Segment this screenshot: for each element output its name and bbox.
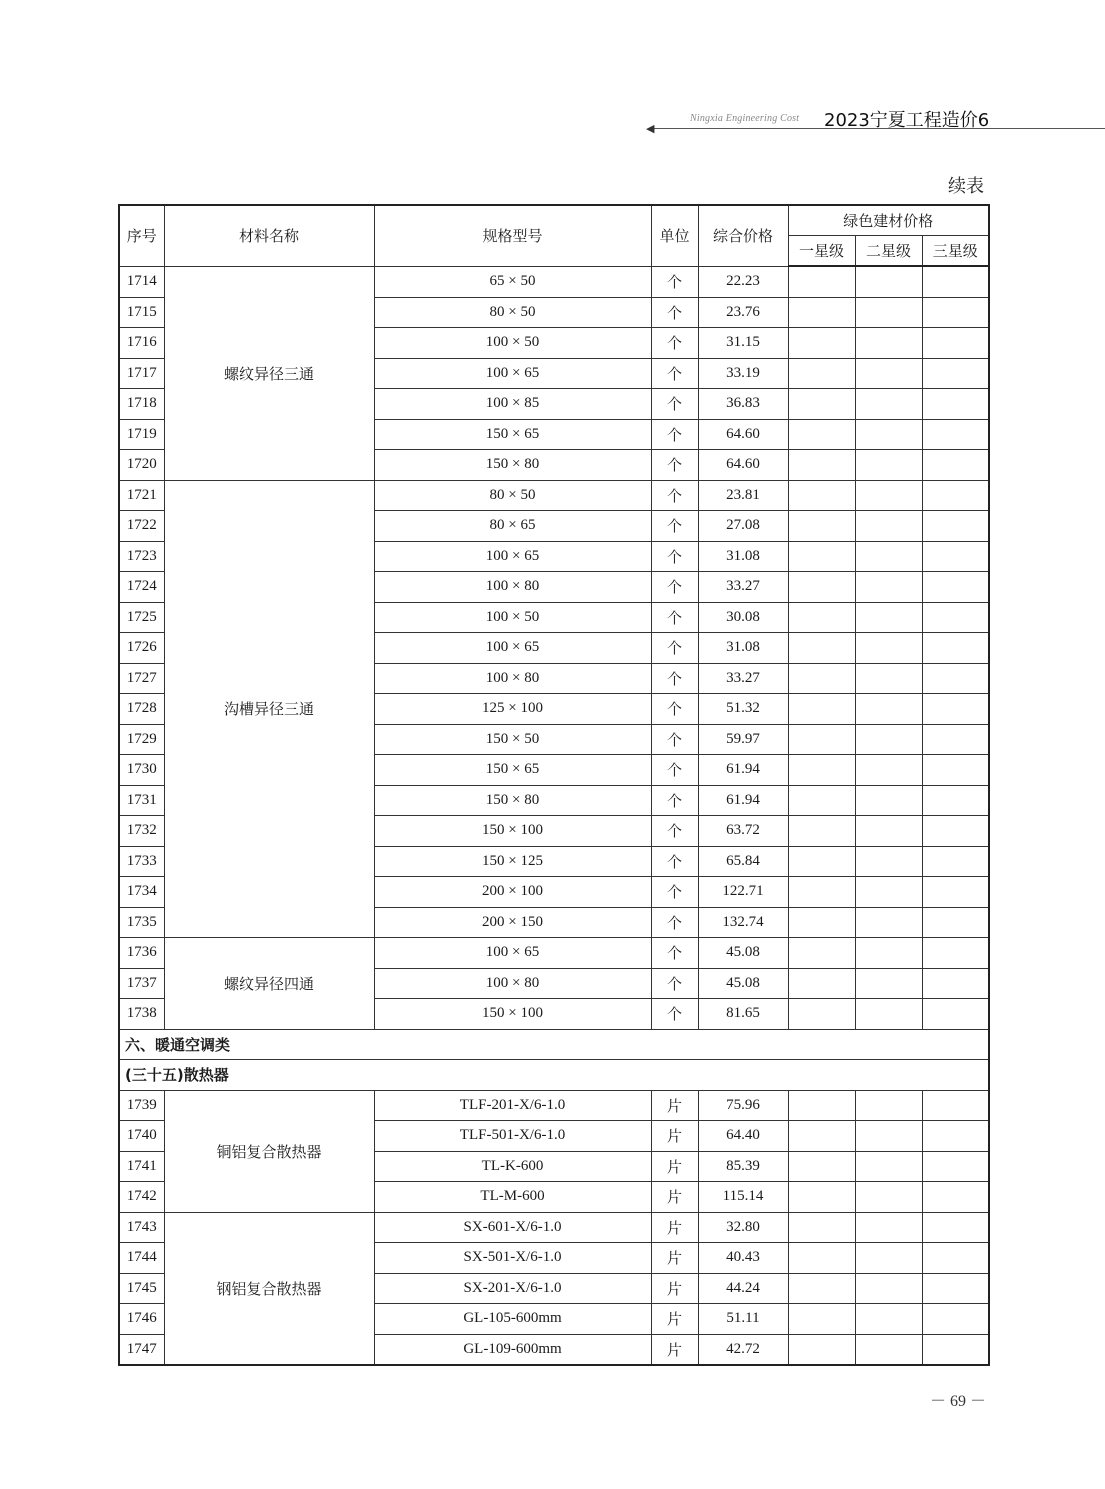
cell-spec: 150 × 80 bbox=[374, 450, 651, 481]
cell-three-star bbox=[922, 724, 989, 755]
cell-price: 33.27 bbox=[698, 572, 788, 603]
cell-two-star bbox=[855, 1304, 922, 1335]
cell-one-star bbox=[788, 877, 855, 908]
cell-unit: 个 bbox=[651, 480, 698, 511]
cell-one-star bbox=[788, 907, 855, 938]
cell-price: 30.08 bbox=[698, 602, 788, 633]
cell-price: 33.19 bbox=[698, 358, 788, 389]
cell-one-star bbox=[788, 663, 855, 694]
header-price: 综合价格 bbox=[698, 205, 788, 266]
header-spec: 规格型号 bbox=[374, 205, 651, 266]
cell-unit: 片 bbox=[651, 1151, 698, 1182]
header-green-price: 绿色建材价格 bbox=[788, 205, 989, 236]
header-publication-title: 2023宁夏工程造价6 bbox=[824, 110, 990, 131]
cell-unit: 个 bbox=[651, 785, 698, 816]
cell-seq: 1730 bbox=[119, 755, 164, 786]
header-one-star: 一星级 bbox=[788, 236, 855, 267]
cell-seq: 1732 bbox=[119, 816, 164, 847]
page-number: － 69 － bbox=[930, 1393, 987, 1410]
cell-three-star bbox=[922, 816, 989, 847]
cell-seq: 1729 bbox=[119, 724, 164, 755]
cell-one-star bbox=[788, 816, 855, 847]
cell-three-star bbox=[922, 1182, 989, 1213]
cell-three-star bbox=[922, 907, 989, 938]
cell-unit: 片 bbox=[651, 1243, 698, 1274]
cell-three-star bbox=[922, 633, 989, 664]
cell-three-star bbox=[922, 1304, 989, 1335]
cell-two-star bbox=[855, 572, 922, 603]
cell-unit: 个 bbox=[651, 572, 698, 603]
cell-unit: 个 bbox=[651, 968, 698, 999]
cell-price: 132.74 bbox=[698, 907, 788, 938]
cell-seq: 1733 bbox=[119, 846, 164, 877]
cell-seq: 1723 bbox=[119, 541, 164, 572]
cell-spec: 150 × 100 bbox=[374, 999, 651, 1030]
cell-unit: 个 bbox=[651, 877, 698, 908]
cell-one-star bbox=[788, 602, 855, 633]
cell-price: 64.40 bbox=[698, 1121, 788, 1152]
cell-unit: 个 bbox=[651, 511, 698, 542]
cell-spec: 150 × 125 bbox=[374, 846, 651, 877]
cell-material-name: 螺纹异径四通 bbox=[164, 938, 374, 1030]
cell-one-star bbox=[788, 938, 855, 969]
cell-seq: 1716 bbox=[119, 328, 164, 359]
section-heading-row bbox=[119, 1029, 989, 1060]
cell-spec: 100 × 85 bbox=[374, 389, 651, 420]
cell-three-star bbox=[922, 572, 989, 603]
cell-three-star bbox=[922, 297, 989, 328]
cell-price: 23.76 bbox=[698, 297, 788, 328]
cell-three-star bbox=[922, 846, 989, 877]
cell-one-star bbox=[788, 1273, 855, 1304]
header-two-star: 二星级 bbox=[855, 236, 922, 267]
cell-three-star bbox=[922, 266, 989, 297]
cell-price: 42.72 bbox=[698, 1334, 788, 1365]
cell-spec: 100 × 65 bbox=[374, 358, 651, 389]
cell-three-star bbox=[922, 694, 989, 725]
cell-one-star bbox=[788, 328, 855, 359]
cell-unit: 个 bbox=[651, 846, 698, 877]
cell-two-star bbox=[855, 450, 922, 481]
cell-unit: 个 bbox=[651, 297, 698, 328]
cell-seq: 1747 bbox=[119, 1334, 164, 1365]
cell-unit: 片 bbox=[651, 1212, 698, 1243]
cell-price: 59.97 bbox=[698, 724, 788, 755]
cell-two-star bbox=[855, 328, 922, 359]
cell-price: 64.60 bbox=[698, 419, 788, 450]
cell-one-star bbox=[788, 297, 855, 328]
cell-material-name: 沟槽异径三通 bbox=[164, 480, 374, 938]
cell-material-name: 铜铝复合散热器 bbox=[164, 1090, 374, 1212]
cell-two-star bbox=[855, 266, 922, 297]
cell-two-star bbox=[855, 694, 922, 725]
section-heading: 六、暖通空调类 bbox=[119, 1029, 989, 1060]
cell-three-star bbox=[922, 1121, 989, 1152]
cell-price: 32.80 bbox=[698, 1212, 788, 1243]
cell-spec: 100 × 50 bbox=[374, 328, 651, 359]
cell-spec: 150 × 50 bbox=[374, 724, 651, 755]
cell-seq: 1728 bbox=[119, 694, 164, 725]
cell-seq: 1726 bbox=[119, 633, 164, 664]
cell-unit: 片 bbox=[651, 1182, 698, 1213]
cell-price: 36.83 bbox=[698, 389, 788, 420]
cell-seq: 1715 bbox=[119, 297, 164, 328]
cell-unit: 个 bbox=[651, 266, 698, 297]
cell-three-star bbox=[922, 785, 989, 816]
cell-two-star bbox=[855, 511, 922, 542]
cell-unit: 个 bbox=[651, 633, 698, 664]
cell-one-star bbox=[788, 1212, 855, 1243]
cell-material-name: 螺纹异径三通 bbox=[164, 266, 374, 480]
cell-seq: 1735 bbox=[119, 907, 164, 938]
header-material-name: 材料名称 bbox=[164, 205, 374, 266]
cell-unit: 个 bbox=[651, 999, 698, 1030]
cell-unit: 个 bbox=[651, 328, 698, 359]
cell-spec: 150 × 65 bbox=[374, 755, 651, 786]
cell-unit: 个 bbox=[651, 724, 698, 755]
cell-two-star bbox=[855, 877, 922, 908]
cell-seq: 1722 bbox=[119, 511, 164, 542]
cell-spec: 150 × 100 bbox=[374, 816, 651, 847]
cell-three-star bbox=[922, 450, 989, 481]
cell-two-star bbox=[855, 1334, 922, 1365]
cell-spec: 125 × 100 bbox=[374, 694, 651, 725]
cell-one-star bbox=[788, 572, 855, 603]
cell-spec: 80 × 50 bbox=[374, 297, 651, 328]
table-row bbox=[119, 1212, 989, 1243]
cell-seq: 1739 bbox=[119, 1090, 164, 1121]
cell-three-star bbox=[922, 419, 989, 450]
cell-unit: 个 bbox=[651, 907, 698, 938]
cell-spec: 150 × 65 bbox=[374, 419, 651, 450]
cell-price: 45.08 bbox=[698, 968, 788, 999]
cell-one-star bbox=[788, 846, 855, 877]
cell-three-star bbox=[922, 877, 989, 908]
cell-price: 81.65 bbox=[698, 999, 788, 1030]
cell-two-star bbox=[855, 541, 922, 572]
cell-seq: 1745 bbox=[119, 1273, 164, 1304]
cell-three-star bbox=[922, 1243, 989, 1274]
table-body bbox=[119, 266, 989, 1365]
cell-one-star bbox=[788, 724, 855, 755]
table-row bbox=[119, 938, 989, 969]
cell-spec: 80 × 65 bbox=[374, 511, 651, 542]
cell-spec: 100 × 50 bbox=[374, 602, 651, 633]
cell-spec: 100 × 80 bbox=[374, 572, 651, 603]
cell-price: 22.23 bbox=[698, 266, 788, 297]
cell-unit: 个 bbox=[651, 358, 698, 389]
cell-seq: 1741 bbox=[119, 1151, 164, 1182]
cell-three-star bbox=[922, 480, 989, 511]
cell-three-star bbox=[922, 938, 989, 969]
cell-two-star bbox=[855, 968, 922, 999]
cell-price: 33.27 bbox=[698, 663, 788, 694]
cell-seq: 1736 bbox=[119, 938, 164, 969]
cell-two-star bbox=[855, 785, 922, 816]
cell-unit: 个 bbox=[651, 602, 698, 633]
cell-one-star bbox=[788, 266, 855, 297]
cell-two-star bbox=[855, 938, 922, 969]
cell-price: 64.60 bbox=[698, 450, 788, 481]
cell-three-star bbox=[922, 1273, 989, 1304]
cell-spec: TLF-501-X/6-1.0 bbox=[374, 1121, 651, 1152]
cell-unit: 个 bbox=[651, 938, 698, 969]
cell-two-star bbox=[855, 816, 922, 847]
cell-price: 51.32 bbox=[698, 694, 788, 725]
cell-three-star bbox=[922, 663, 989, 694]
cell-two-star bbox=[855, 1273, 922, 1304]
cell-spec: SX-201-X/6-1.0 bbox=[374, 1273, 651, 1304]
cell-one-star bbox=[788, 633, 855, 664]
cell-three-star bbox=[922, 511, 989, 542]
cell-one-star bbox=[788, 968, 855, 999]
cell-unit: 个 bbox=[651, 663, 698, 694]
cell-unit: 个 bbox=[651, 755, 698, 786]
cell-price: 31.15 bbox=[698, 328, 788, 359]
cell-two-star bbox=[855, 1121, 922, 1152]
header-english-title: Ningxia Engineering Cost bbox=[690, 113, 800, 124]
cell-three-star bbox=[922, 755, 989, 786]
cell-two-star bbox=[855, 480, 922, 511]
cell-spec: SX-501-X/6-1.0 bbox=[374, 1243, 651, 1274]
cell-one-star bbox=[788, 1121, 855, 1152]
cell-seq: 1717 bbox=[119, 358, 164, 389]
cell-unit: 片 bbox=[651, 1090, 698, 1121]
cell-two-star bbox=[855, 1151, 922, 1182]
cell-price: 23.81 bbox=[698, 480, 788, 511]
cell-seq: 1719 bbox=[119, 419, 164, 450]
cell-two-star bbox=[855, 755, 922, 786]
cell-two-star bbox=[855, 1090, 922, 1121]
cell-spec: 100 × 65 bbox=[374, 541, 651, 572]
cell-price: 61.94 bbox=[698, 785, 788, 816]
cell-three-star bbox=[922, 541, 989, 572]
cell-unit: 片 bbox=[651, 1273, 698, 1304]
cell-spec: TLF-201-X/6-1.0 bbox=[374, 1090, 651, 1121]
cell-three-star bbox=[922, 358, 989, 389]
cell-price: 61.94 bbox=[698, 755, 788, 786]
cell-spec: TL-M-600 bbox=[374, 1182, 651, 1213]
section-heading: (三十五)散热器 bbox=[119, 1060, 989, 1091]
cell-one-star bbox=[788, 480, 855, 511]
cell-one-star bbox=[788, 1182, 855, 1213]
cell-seq: 1746 bbox=[119, 1304, 164, 1335]
cell-three-star bbox=[922, 602, 989, 633]
cell-seq: 1731 bbox=[119, 785, 164, 816]
cell-price: 65.84 bbox=[698, 846, 788, 877]
cell-one-star bbox=[788, 694, 855, 725]
cell-two-star bbox=[855, 389, 922, 420]
cell-price: 44.24 bbox=[698, 1273, 788, 1304]
table-row bbox=[119, 480, 989, 511]
header-unit: 单位 bbox=[651, 205, 698, 266]
cell-unit: 片 bbox=[651, 1334, 698, 1365]
cell-three-star bbox=[922, 1334, 989, 1365]
arrow-left-icon: ◀ bbox=[646, 122, 655, 135]
cell-two-star bbox=[855, 602, 922, 633]
cell-two-star bbox=[855, 663, 922, 694]
cell-two-star bbox=[855, 724, 922, 755]
cell-three-star bbox=[922, 1151, 989, 1182]
header-seq: 序号 bbox=[119, 205, 164, 266]
cell-spec: 80 × 50 bbox=[374, 480, 651, 511]
cell-unit: 片 bbox=[651, 1304, 698, 1335]
cell-three-star bbox=[922, 389, 989, 420]
cell-two-star bbox=[855, 297, 922, 328]
cell-seq: 1734 bbox=[119, 877, 164, 908]
cell-unit: 个 bbox=[651, 694, 698, 725]
cell-three-star bbox=[922, 1090, 989, 1121]
cell-two-star bbox=[855, 907, 922, 938]
cell-one-star bbox=[788, 358, 855, 389]
cell-two-star bbox=[855, 633, 922, 664]
cell-unit: 个 bbox=[651, 541, 698, 572]
cell-spec: 200 × 100 bbox=[374, 877, 651, 908]
cell-one-star bbox=[788, 389, 855, 420]
cell-one-star bbox=[788, 755, 855, 786]
cell-seq: 1727 bbox=[119, 663, 164, 694]
cell-price: 45.08 bbox=[698, 938, 788, 969]
cell-three-star bbox=[922, 328, 989, 359]
cell-price: 27.08 bbox=[698, 511, 788, 542]
cell-spec: 100 × 80 bbox=[374, 968, 651, 999]
cell-seq: 1724 bbox=[119, 572, 164, 603]
cell-one-star bbox=[788, 785, 855, 816]
cell-seq: 1721 bbox=[119, 480, 164, 511]
table-row bbox=[119, 1090, 989, 1121]
cell-two-star bbox=[855, 1243, 922, 1274]
cell-seq: 1720 bbox=[119, 450, 164, 481]
cell-one-star bbox=[788, 1304, 855, 1335]
cell-spec: 65 × 50 bbox=[374, 266, 651, 297]
cell-seq: 1742 bbox=[119, 1182, 164, 1213]
cell-seq: 1738 bbox=[119, 999, 164, 1030]
cell-spec: 100 × 65 bbox=[374, 633, 651, 664]
cell-three-star bbox=[922, 1212, 989, 1243]
cell-seq: 1744 bbox=[119, 1243, 164, 1274]
cell-seq: 1743 bbox=[119, 1212, 164, 1243]
cell-seq: 1718 bbox=[119, 389, 164, 420]
cell-spec: SX-601-X/6-1.0 bbox=[374, 1212, 651, 1243]
cell-one-star bbox=[788, 1243, 855, 1274]
cell-two-star bbox=[855, 1212, 922, 1243]
header-three-star: 三星级 bbox=[922, 236, 989, 267]
cell-material-name: 钢铝复合散热器 bbox=[164, 1212, 374, 1365]
cell-two-star bbox=[855, 999, 922, 1030]
cell-spec: GL-105-600mm bbox=[374, 1304, 651, 1335]
cell-three-star bbox=[922, 968, 989, 999]
cell-one-star bbox=[788, 511, 855, 542]
running-header bbox=[640, 104, 1105, 134]
cell-one-star bbox=[788, 450, 855, 481]
cell-seq: 1714 bbox=[119, 266, 164, 297]
cell-one-star bbox=[788, 1151, 855, 1182]
cell-one-star bbox=[788, 419, 855, 450]
cell-two-star bbox=[855, 419, 922, 450]
cell-spec: 150 × 80 bbox=[374, 785, 651, 816]
cell-price: 75.96 bbox=[698, 1090, 788, 1121]
section-heading-row bbox=[119, 1060, 989, 1091]
price-table bbox=[118, 204, 990, 1366]
cell-two-star bbox=[855, 846, 922, 877]
cell-unit: 个 bbox=[651, 419, 698, 450]
cell-one-star bbox=[788, 1334, 855, 1365]
cell-price: 51.11 bbox=[698, 1304, 788, 1335]
cell-spec: TL-K-600 bbox=[374, 1151, 651, 1182]
cell-price: 115.14 bbox=[698, 1182, 788, 1213]
table-row bbox=[119, 266, 989, 297]
cell-unit: 片 bbox=[651, 1121, 698, 1152]
cell-one-star bbox=[788, 1090, 855, 1121]
cell-spec: 200 × 150 bbox=[374, 907, 651, 938]
cell-price: 85.39 bbox=[698, 1151, 788, 1182]
cell-price: 31.08 bbox=[698, 541, 788, 572]
table-header bbox=[119, 205, 989, 266]
cell-seq: 1725 bbox=[119, 602, 164, 633]
cell-price: 122.71 bbox=[698, 877, 788, 908]
cell-spec: 100 × 80 bbox=[374, 663, 651, 694]
cell-price: 40.43 bbox=[698, 1243, 788, 1274]
continued-label: 续表 bbox=[948, 176, 984, 197]
cell-spec: 100 × 65 bbox=[374, 938, 651, 969]
cell-two-star bbox=[855, 358, 922, 389]
cell-price: 31.08 bbox=[698, 633, 788, 664]
cell-price: 63.72 bbox=[698, 816, 788, 847]
cell-two-star bbox=[855, 1182, 922, 1213]
cell-seq: 1737 bbox=[119, 968, 164, 999]
cell-three-star bbox=[922, 999, 989, 1030]
cell-unit: 个 bbox=[651, 450, 698, 481]
cell-unit: 个 bbox=[651, 816, 698, 847]
cell-one-star bbox=[788, 999, 855, 1030]
cell-spec: GL-109-600mm bbox=[374, 1334, 651, 1365]
cell-unit: 个 bbox=[651, 389, 698, 420]
cell-one-star bbox=[788, 541, 855, 572]
cell-seq: 1740 bbox=[119, 1121, 164, 1152]
